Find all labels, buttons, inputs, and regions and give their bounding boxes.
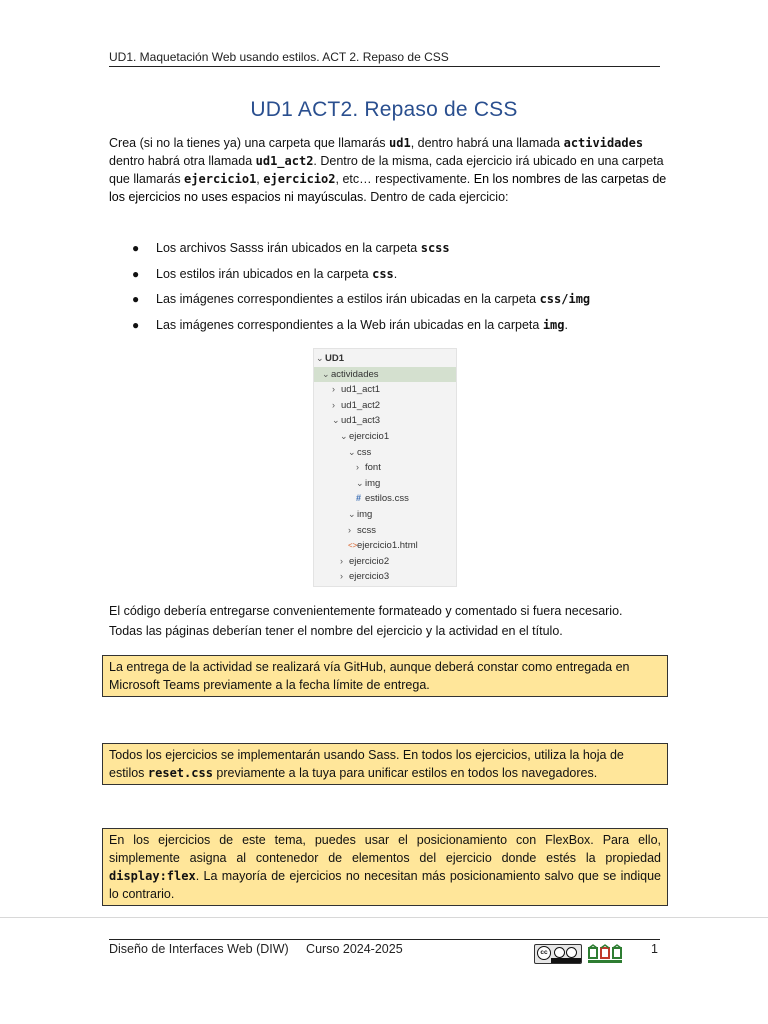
footer-course: Diseño de Interfaces Web (DIW) Curso 2024-2025 [109,942,403,956]
tree-item-label: ud1_act2 [341,399,381,411]
intro-text-4: . Dentro de la misma, cada ejercicio irá ubicado en una carpeta que llamarás [109,154,664,186]
tree-item [314,445,456,460]
folder-rules-list [130,239,670,341]
tree-item [314,429,456,444]
intro-text-5: , [256,172,264,186]
chevron-right-icon: › [332,384,335,395]
tree-item-label: ejercicio1 [349,431,390,442]
tree-item-label: ud1_act1 [341,384,381,396]
chevron-right-icon: › [340,571,343,582]
chevron-down-icon: ⌄ [316,353,324,363]
css-file-icon: # [356,493,362,504]
tree-item-label: ud1_act3 [341,415,381,427]
note-flexbox: En los ejercicios de este tema, puedes usar el posicionamiento con FlexBox. Para ello, simplemente asigna al contenedor de elementos del ejercicio donde estés la propiedad display:flex. La mayoría de ejercicios no necesitan más posicionamiento salvo que se indique lo contrario. [102,828,668,906]
tree-item-label: UD1 [325,353,345,364]
folder-name-ejercicio1: ejercicio1 [184,172,257,186]
tree-item [314,569,456,584]
tree-item-label: font [365,462,381,474]
list-item: ● Las imágenes correspondientes a estilos irán ubicadas en la carpeta css/img [132,292,591,306]
tree-item-label: ejercicio1.html [357,540,418,552]
bullet-icon: ● [132,241,140,255]
tree-item [314,460,456,475]
delivery-line-2: Todas las páginas deberían tener el nombre del ejercicio y la actividad en el título. [109,624,563,638]
intro-text-2: , dentro habrá una llamada [410,136,564,150]
bullet-icon: ● [132,292,140,306]
cc-logo: cc [537,946,551,960]
chevron-right-icon: › [356,462,359,473]
tree-item [314,351,456,366]
tree-item-label: estilos.css [365,493,409,505]
file-name-reset-css: reset.css [147,766,213,780]
bullet-icon: ● [132,317,140,332]
chevron-right-icon: › [348,524,351,535]
bullet-icon: ● [132,266,140,281]
tree-item-label: ejercicio2 [349,555,390,567]
intro-text-6: , etc… respectivamente. [335,172,474,186]
tree-item [314,538,456,553]
intro-text-1: Crea (si no la tienes ya) una carpeta que llamarás [109,136,390,150]
page-header: UD1. Maquetación Web usando estilos. ACT 2. Repaso de CSS [109,50,660,67]
chevron-right-icon: › [332,399,335,410]
delivery-paragraph [109,601,669,641]
footer-rule [109,939,660,940]
chevron-down-icon: ⌄ [348,509,356,519]
intro-paragraph [109,134,669,206]
page-divider [0,917,768,918]
tree-item [314,491,456,506]
chevron-down-icon: ⌄ [348,446,356,457]
note-sass-reset: Todos los ejercicios se implementarán usando Sass. En todos los ejercicios, utiliza la hoja de estilos reset.css previamente a la tuya para unificar estilos en todos los navegadores. [102,743,668,785]
tree-item [314,413,456,428]
chevron-down-icon: ⌄ [332,415,340,426]
intro-text-3: dentro habrá otra llamada [109,154,256,168]
chevron-down-icon: ⌄ [356,477,364,488]
list-item: ● Los archivos Sasss irán ubicados en la carpeta scss [132,241,450,255]
chevron-down-icon: ⌄ [340,431,348,441]
chevron-down-icon: ⌄ [322,368,330,379]
css-property-display-flex: display:flex [109,869,196,883]
cc-label-bar [551,958,581,963]
folder-name-ud1: ud1 [389,136,411,150]
list-item: ● Los estilos irán ubicados en la carpeta css. [132,266,398,281]
tree-item [314,507,456,522]
folder-name-ejercicio2: ejercicio2 [263,172,336,186]
tree-item [314,367,456,382]
tree-item-label: img [357,509,373,520]
tree-item [314,382,456,397]
chevron-right-icon: › [340,555,343,566]
folder-tree-screenshot [313,348,457,587]
tree-item-label: actividades [331,368,379,380]
institution-logo-icon [587,944,623,964]
page-title: UD1 ACT2. Repaso de CSS [250,98,518,121]
tree-item [314,398,456,413]
html-file-icon: <> [348,541,358,551]
folder-name-ud1-act2: ud1_act2 [255,154,314,168]
tree-item-label: css [357,446,372,458]
delivery-line-1: El código debería entregarse convenientemente formateado y comentado si fuera necesario. [109,604,623,618]
tree-item [314,554,456,569]
by-icon [554,947,565,958]
creative-commons-icon [534,944,582,964]
intro-warning: En los nombres de las carpetas de los ejercicios no uses espacios ni mayúsculas. [109,172,667,204]
tree-item-label: scss [357,524,376,536]
nc-icon [566,947,577,958]
folder-name-actividades: actividades [563,136,644,150]
page-number: 1 [651,942,658,956]
list-item: ● Las imágenes correspondientes a la Web irán ubicadas en la carpeta img. [132,317,568,332]
note-github-delivery: La entrega de la actividad se realizará vía GitHub, aunque deberá constar como entregada en Microsoft Teams previamente a la fecha límite de entrega. [102,655,668,697]
tree-item [314,523,456,538]
tree-item-label: ejercicio3 [349,571,390,583]
intro-text-8: Dentro de cada ejercicio: [366,190,509,204]
tree-item-label: img [365,477,381,489]
tree-item [314,476,456,491]
